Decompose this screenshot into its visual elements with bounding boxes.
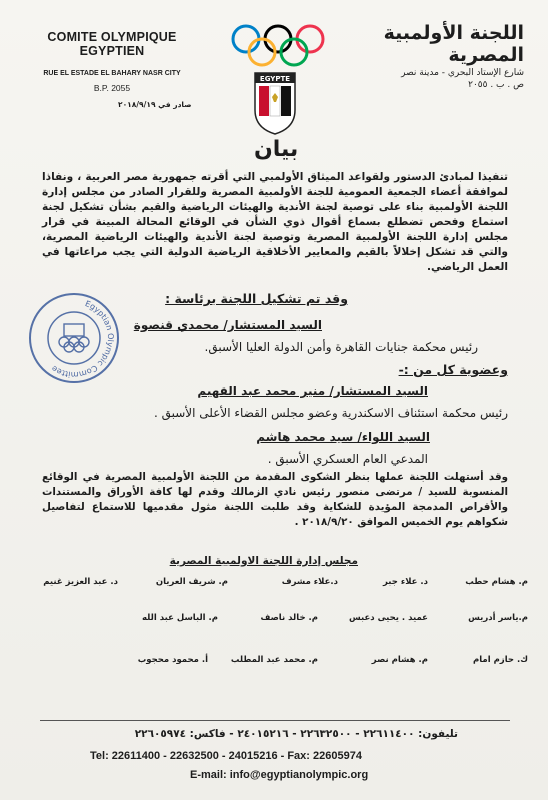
member-signature: د.علاء مشرف <box>281 577 338 587</box>
member-signature: ك. حازم امام <box>473 655 528 665</box>
po-box-french: B.P. 2055 <box>93 83 131 93</box>
member-signature: م. هشام نصر <box>371 655 428 665</box>
member-signature: م. شريف العريان <box>155 577 228 587</box>
footer-divider <box>40 720 510 721</box>
emblem-label: EGYPTE <box>259 75 291 83</box>
member-signature: م. هشام حطب <box>465 577 528 587</box>
member-signature: م. الباسل عبد الله <box>142 613 218 623</box>
header-right <box>324 22 524 90</box>
intro-paragraph: تنفيذا لمبادئ الدستور ولقواعد الميثاق الأولمبي التي أقرته جمهورية مصر العربية ، ونفاذا لموافقة أعضاء الجمعية العمومية للجنة الأولمبية المصرية وللقرار الصادر من مجلس إدارة اللجنة الأولمبية بناء على توصية لجنة الأندية والهيئات الرياضية والقيم بشأن تشكيل لجنة استماع وفحص تضطلع بسماع أقوال ذوي الشأن في الوقائع المحالة المبينة في قرار مجلس إدارة اللجنة الأولمبية المصرية وتوصية لجنة الأندية والهيئات الرياضية المصرية، والتي قد تشكل إخلالاً بالقيم والمعايير الأخلاقية الرياضية الدولية التي يجب مراعاتها في العمل الرياضي. <box>42 171 508 273</box>
member1-name: السيد المستشار/ منير محمد عبد القهيم <box>197 384 428 398</box>
ring-blue <box>233 26 259 52</box>
member-signature: د. عبد العزيز غنيم <box>43 577 118 587</box>
chair-name: السيد المستشار/ محمدي قنصوة <box>133 318 322 332</box>
org-name-french: COMITE OLYMPIQUE EGYPTIEN <box>47 30 177 58</box>
membership-heading: وعضوية كل من :- <box>398 362 508 377</box>
olympic-rings-icon <box>228 22 328 70</box>
address-french: RUE EL ESTADE EL BAHARY NASR CITY <box>43 70 181 77</box>
member2-name: السيد اللواء/ سيد محمد هاشم <box>256 430 430 444</box>
members-row-1 <box>18 577 528 593</box>
ring-yellow <box>249 39 275 65</box>
chair-description: رئيس محكمة جنايات القاهرة وأمن الدولة العليا الأسبق. <box>204 340 478 354</box>
footer-phone-arabic: تليفون: ٢٢٦١١٤٠٠ - ٢٢٦٣٢٥٠٠ - ٢٤٠١٥٢١٦ - فاكس: ٢٢٦٠٥٩٧٤ <box>134 728 458 740</box>
stamp-text: Egyptian Olympic Committee <box>49 299 116 380</box>
member-signature: م. محمد عبد المطلب <box>230 655 318 665</box>
members-row-2 <box>18 613 528 629</box>
address-arabic: شارع الإستاد البحري - مدينة نصر <box>401 68 524 78</box>
footer-phone-english: Tel: 22611400 - 22632500 - 24015216 - Fax: 22605974 <box>90 750 362 762</box>
members-row-3 <box>18 655 528 671</box>
issue-date: صادر في ٢٠١٨/٩/١٩ <box>118 100 192 109</box>
member-signature: م.ياسر أدريس <box>468 613 528 623</box>
formation-heading: وقد تم تشكيل اللجنة برئاسة : <box>165 291 348 306</box>
member2-description: المدعي العام العسكري الأسبق . <box>267 452 428 466</box>
member-signature: أ. محمود محجوب <box>137 655 208 665</box>
proceedings-paragraph: وقد أستهلت اللجنة عملها بنظر الشكوى المقدمة من اللجنة الأولمبية المصرية في الوقائع المنسوبة للسيد / مرتضى منصور رئيس نادي الزمالك وقدم لها كافة الأوراق والمستندات والأقراص المدمجة المؤيدة للشكاية وقد طلبت اللجنة مثول مقدميها للاستماع لتفاصيل شكواهم يوم الخميس الموافق ٢٠١٨/٩/٢٠ . <box>42 471 508 528</box>
council-title: مجلس إدارة اللجنة الاولمبية المصرية <box>169 555 358 567</box>
document-title: بيان <box>254 137 299 162</box>
header-left <box>22 30 202 93</box>
member1-description: رئيس محكمة استئناف الاسكندرية وعضو مجلس القضاء الأعلى الأسبق . <box>153 406 508 420</box>
ring-green <box>281 39 307 65</box>
committee-stamp-icon <box>26 290 122 386</box>
po-box-arabic: ص . ب . ٢٠٥٥ <box>468 80 524 90</box>
ring-red <box>297 26 323 52</box>
footer-email: E-mail: info@egyptianolympic.org <box>190 769 369 781</box>
member-signature: د. علاء جبر <box>383 577 428 587</box>
member-signature: م. خالد ناصف <box>260 613 318 623</box>
egypt-shield-emblem-icon <box>252 70 298 136</box>
ring-black <box>265 26 291 52</box>
org-name-arabic: اللجنة الأولمبية المصرية <box>383 22 524 66</box>
member-signature: عميد . يحيى دعبس <box>348 613 428 623</box>
